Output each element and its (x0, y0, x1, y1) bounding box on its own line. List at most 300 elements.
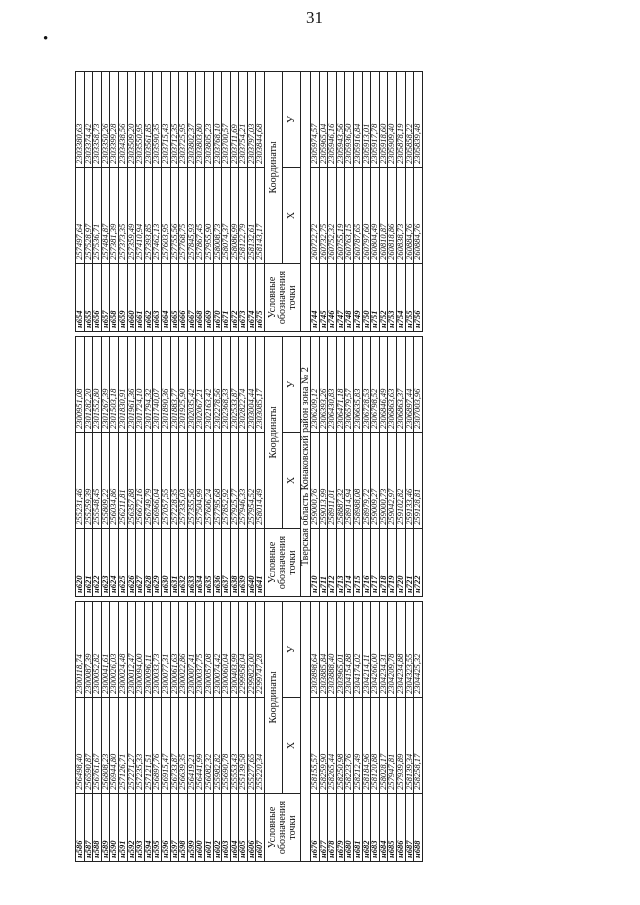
coord-x: 257462,13 (153, 167, 162, 263)
coord-y: 2301961,36 (127, 337, 136, 433)
coordinates-table-1 (75, 601, 423, 862)
coord-x: 257484,87 (101, 167, 110, 263)
table-row (196, 337, 205, 597)
table-row (101, 337, 110, 597)
table-row (345, 337, 354, 597)
coord-y: 2302035,42 (187, 337, 196, 433)
coord-x: 256419,21 (187, 697, 196, 793)
coord-y: 2306430,83 (328, 337, 337, 433)
table-row (76, 72, 85, 332)
point-id: н749 (354, 263, 363, 331)
table-row (256, 72, 265, 332)
coord-x: 255259,39 (84, 432, 93, 528)
point-id: н604 (230, 793, 239, 861)
header-point-name: Условные обозначения точки (265, 793, 301, 861)
coord-x: 259009,27 (371, 432, 380, 528)
table-row (84, 337, 93, 597)
coord-y: 2301503,18 (110, 337, 119, 433)
coord-x: 260787,65 (354, 167, 363, 263)
header-point-name: Условные обозначения точки (265, 263, 301, 331)
coord-x: 259000,73 (379, 432, 388, 528)
coord-y: 2300033,73 (153, 602, 162, 698)
point-id: н672 (230, 263, 239, 331)
table-header-row (265, 337, 283, 597)
table-row (362, 602, 371, 862)
table-row (136, 602, 145, 862)
coord-y: 2300061,63 (170, 602, 179, 698)
coord-y: 2300403,99 (230, 602, 239, 698)
table-row (230, 337, 239, 597)
point-id: н753 (388, 263, 397, 331)
table-row (84, 602, 93, 862)
point-id: н626 (127, 528, 136, 596)
coord-y: 2304425,32 (414, 602, 423, 698)
table-row (153, 72, 162, 332)
table-row (161, 602, 170, 862)
coord-x: 257335,03 (179, 432, 188, 528)
coord-x: 257852,92 (222, 432, 231, 528)
table-row (256, 602, 265, 862)
coord-y: 2301740,07 (153, 337, 162, 433)
table-row (328, 602, 337, 862)
coord-x: 257410,94 (136, 167, 145, 263)
table-row (76, 337, 85, 597)
coord-y: 2300057,08 (204, 602, 213, 698)
table-row (222, 602, 231, 862)
point-id: н632 (179, 528, 188, 596)
coord-x: 255690,78 (222, 697, 231, 793)
table-row (397, 602, 406, 862)
coord-x: 257603,95 (161, 167, 170, 263)
table-row (204, 602, 213, 862)
coord-y: 2302822,74 (239, 337, 248, 433)
coord-x: 255553,43 (230, 697, 239, 793)
table-row (354, 337, 363, 597)
coordinates-table-3 (75, 71, 423, 332)
zone-title-row (301, 602, 311, 862)
point-id: н598 (179, 793, 188, 861)
zone-blank (301, 72, 311, 332)
coord-y: 2301552,80 (93, 337, 102, 433)
point-id: н662 (144, 263, 153, 331)
table-row (153, 602, 162, 862)
coord-y: 2305909,40 (388, 72, 397, 168)
zone-blank (301, 602, 311, 862)
coord-y: 2300094,00 (136, 602, 145, 698)
coord-x: 259000,76 (311, 432, 320, 528)
coord-y: 2305878,19 (397, 72, 406, 168)
table-row (179, 337, 188, 597)
coord-y: 2299823,00 (247, 602, 256, 698)
table-row (161, 72, 170, 332)
point-id: н629 (153, 528, 162, 596)
coord-x: 257755,56 (170, 167, 179, 263)
coord-x: 257126,71 (118, 697, 127, 793)
coord-x: 257939,89 (397, 697, 406, 793)
coord-x: 258132,61 (247, 167, 256, 263)
table-header-row (265, 72, 283, 332)
point-id: н639 (239, 528, 248, 596)
point-id: н630 (161, 528, 170, 596)
coord-y: 2300012,47 (127, 602, 136, 698)
point-id: н658 (110, 263, 119, 331)
table-row (319, 602, 328, 862)
point-id: н668 (196, 263, 205, 331)
coord-x: 257497,64 (76, 167, 85, 263)
point-id: н602 (213, 793, 222, 861)
coord-x: 256761,67 (93, 697, 102, 793)
point-id: н601 (204, 793, 213, 861)
table-row (345, 602, 354, 862)
header-x: X (283, 697, 301, 793)
coord-y: 2300037,75 (196, 602, 205, 698)
coord-y: 2305917,78 (371, 72, 380, 168)
point-id: н686 (397, 793, 406, 861)
point-id: н676 (311, 793, 320, 861)
table-row (196, 72, 205, 332)
coord-x: 260818,86 (388, 167, 397, 263)
coord-y: 2305974,57 (311, 72, 320, 168)
coord-x: 256211,81 (118, 432, 127, 528)
table-row (311, 602, 320, 862)
coord-y: 2300024,48 (118, 602, 127, 698)
point-id: н638 (230, 528, 239, 596)
margin-mark: • (43, 31, 49, 47)
point-id: н713 (336, 528, 345, 596)
coord-y: 2303374,42 (84, 72, 93, 168)
coord-x: 260838,73 (397, 167, 406, 263)
table-row (388, 72, 397, 332)
coord-x: 257867,45 (196, 167, 205, 263)
coord-x: 257393,85 (144, 167, 153, 263)
coord-y: 2303768,10 (213, 72, 222, 168)
point-id: н625 (118, 528, 127, 596)
table-row (144, 602, 153, 862)
coord-y: 2300951,08 (76, 337, 85, 433)
point-id: н659 (118, 263, 127, 331)
coord-x: 260722,72 (311, 167, 320, 263)
coord-x: 255982,82 (213, 697, 222, 793)
coord-y: 2300026,03 (110, 602, 119, 698)
coord-x: 258184,96 (362, 697, 371, 793)
table-row (118, 602, 127, 862)
point-id: н591 (118, 793, 127, 861)
table-row (397, 337, 406, 597)
point-id: н671 (222, 263, 231, 331)
coord-y: 2302278,56 (213, 337, 222, 433)
coord-x: 257947,81 (388, 697, 397, 793)
coord-y: 2304234,88 (397, 602, 406, 698)
coord-y: 2303711,69 (230, 72, 239, 168)
table-row (414, 72, 423, 332)
coord-x: 258074,37 (222, 167, 231, 263)
point-id: н635 (204, 528, 213, 596)
coord-x: 257954,52 (247, 432, 256, 528)
coord-x: 259042,97 (388, 432, 397, 528)
coord-x: 258259,90 (319, 697, 328, 793)
table-row (328, 72, 337, 332)
point-id: н661 (136, 263, 145, 331)
coord-y: 2306635,83 (354, 337, 363, 433)
table-row (179, 72, 188, 332)
zone-title: Тверская область Конаковский район зона № 2 (301, 337, 311, 597)
table-row (379, 337, 388, 597)
coord-x: 258143,17 (256, 167, 265, 263)
coord-y: 2304266,00 (371, 602, 380, 698)
point-id: н752 (379, 263, 388, 331)
coord-y: 2303380,63 (76, 72, 85, 168)
point-id: н664 (161, 263, 170, 331)
point-id: н680 (345, 793, 354, 861)
table-row (362, 337, 371, 597)
point-id: н587 (84, 793, 93, 861)
table-row (170, 602, 179, 862)
point-id: н721 (405, 528, 414, 596)
table-row (187, 72, 196, 332)
point-id: н688 (414, 793, 423, 861)
coord-y: 2303888,40 (328, 602, 337, 698)
point-id: н589 (101, 793, 110, 861)
coord-y: 2300022,86 (179, 602, 188, 698)
point-id: н718 (379, 528, 388, 596)
point-id: н634 (196, 528, 205, 596)
coord-y: 2301724,10 (136, 337, 145, 433)
header-coordinates: Координаты (265, 602, 283, 794)
point-id: н627 (136, 528, 145, 596)
point-id: н623 (101, 528, 110, 596)
point-id: н640 (247, 528, 256, 596)
table-row (311, 337, 320, 597)
coord-y: 2300052,82 (93, 602, 102, 698)
table-row (101, 602, 110, 862)
coord-y: 2299958,04 (239, 602, 248, 698)
coord-y: 2300041,61 (101, 602, 110, 698)
coord-y: 2300060,04 (222, 602, 231, 698)
point-id: н631 (170, 528, 179, 596)
coord-x: 257925,77 (230, 432, 239, 528)
table-row (93, 337, 102, 597)
table-row (187, 337, 196, 597)
coord-x: 258120,88 (371, 697, 380, 793)
coord-x: 258250,98 (336, 697, 345, 793)
coord-y: 2300077,31 (161, 602, 170, 698)
coord-y: 2302368,33 (222, 337, 231, 433)
point-id: н687 (405, 793, 414, 861)
coord-y: 2306798,52 (371, 337, 380, 433)
coord-x: 260804,49 (371, 167, 380, 263)
coord-y: 2304323,55 (405, 602, 414, 698)
coord-y: 2303802,37 (187, 72, 196, 168)
coord-y: 2301794,32 (144, 337, 153, 433)
table-row (230, 602, 239, 862)
coord-y: 2305946,16 (328, 72, 337, 168)
coord-y: 2303844,68 (256, 72, 265, 168)
coord-y: 2303898,64 (311, 602, 320, 698)
point-id: н667 (187, 263, 196, 331)
point-id: н621 (84, 528, 93, 596)
coord-y: 2303805,23 (204, 72, 213, 168)
table-row (118, 337, 127, 597)
point-id: н679 (336, 793, 345, 861)
coord-x: 259128,81 (414, 432, 423, 528)
table-row (405, 602, 414, 862)
point-id: н637 (222, 528, 231, 596)
coord-x: 258212,49 (354, 697, 363, 793)
coord-x: 257359,49 (127, 167, 136, 263)
table-row (222, 337, 231, 597)
table-row (371, 337, 380, 597)
coord-y: 2303438,56 (118, 72, 127, 168)
coord-y: 2300118,74 (76, 602, 85, 698)
table-row (93, 602, 102, 862)
table-row (345, 72, 354, 332)
coord-x: 257057,55 (161, 432, 170, 528)
coord-y: 2306728,53 (362, 337, 371, 433)
coord-y: 2303885,84 (319, 602, 328, 698)
point-id: н710 (311, 528, 320, 596)
point-id: н673 (239, 263, 248, 331)
table-row (187, 602, 196, 862)
coord-y: 2306863,37 (397, 337, 406, 433)
point-id: н756 (414, 263, 423, 331)
coord-x: 256897,76 (153, 697, 162, 793)
coord-x: 260884,76 (405, 167, 414, 263)
coord-y: 2301890,36 (161, 337, 170, 433)
coord-x: 256441,99 (196, 697, 205, 793)
point-id: н599 (187, 793, 196, 861)
coord-y: 2302163,42 (204, 337, 213, 433)
coord-y: 2299747,28 (256, 602, 265, 698)
point-id: н744 (311, 263, 320, 331)
table-row (414, 337, 423, 597)
point-id: н711 (319, 528, 328, 596)
coord-x: 258223,76 (345, 697, 354, 793)
coord-x: 256672,16 (136, 432, 145, 528)
point-id: н594 (144, 793, 153, 861)
coord-y: 2306393,26 (319, 337, 328, 433)
page-number: 31 (306, 8, 323, 27)
coord-x: 258914,94 (345, 432, 354, 528)
table-row (110, 337, 119, 597)
coord-y: 2303350,26 (101, 72, 110, 168)
coord-y: 2300074,42 (213, 602, 222, 698)
point-id: н678 (328, 793, 337, 861)
coord-y: 2304154,88 (345, 602, 354, 698)
coord-y: 2305918,60 (379, 72, 388, 168)
point-id: н675 (256, 263, 265, 331)
point-id: н746 (328, 263, 337, 331)
table-row (311, 72, 320, 332)
table-row (213, 72, 222, 332)
table-row (76, 602, 85, 862)
coord-x: 257606,24 (204, 432, 213, 528)
coord-y: 2305965,04 (319, 72, 328, 168)
table-row (414, 602, 423, 862)
coord-x: 257955,90 (204, 167, 213, 263)
point-id: н660 (127, 263, 136, 331)
header-x: X (283, 432, 301, 528)
point-id: н600 (196, 793, 205, 861)
coord-y: 2300087,39 (84, 602, 93, 698)
point-id: н620 (76, 528, 85, 596)
coord-y: 2303712,35 (170, 72, 179, 168)
coord-y: 2301830,91 (118, 337, 127, 433)
point-id: н682 (362, 793, 371, 861)
coord-x: 255139,58 (239, 697, 248, 793)
table-row (127, 602, 136, 862)
table-row (388, 337, 397, 597)
table-row (319, 337, 328, 597)
coord-x: 258086,99 (230, 167, 239, 263)
coord-x: 260732,75 (319, 167, 328, 263)
coord-y: 2303085,17 (256, 337, 265, 433)
coord-x: 258028,17 (379, 697, 388, 793)
table-row (388, 602, 397, 862)
point-id: н666 (179, 263, 188, 331)
coord-y: 2303803,80 (196, 72, 205, 168)
table-row (127, 337, 136, 597)
table-row (247, 602, 256, 862)
coord-y: 2305943,56 (336, 72, 345, 168)
table-row (354, 72, 363, 332)
coord-y: 2307003,96 (414, 337, 423, 433)
table-row (239, 72, 248, 332)
point-id: н681 (354, 793, 363, 861)
coord-y: 2306863,63 (388, 337, 397, 433)
table-row (110, 72, 119, 332)
point-id: н748 (345, 263, 354, 331)
coord-x: 255548,45 (93, 432, 102, 528)
point-id: н717 (371, 528, 380, 596)
point-id: н665 (170, 263, 179, 331)
coord-x: 260884,76 (414, 167, 423, 263)
table-row (213, 602, 222, 862)
point-id: н636 (213, 528, 222, 596)
point-id: н674 (247, 263, 256, 331)
coord-x: 257271,27 (127, 697, 136, 793)
point-id: н588 (93, 793, 102, 861)
coord-y: 2304214,11 (362, 602, 371, 698)
coord-x: 257121,51 (144, 697, 153, 793)
coord-x: 258008,73 (213, 167, 222, 263)
coord-x: 256915,47 (161, 697, 170, 793)
point-id: н750 (362, 263, 371, 331)
coord-x: 256498,40 (76, 697, 85, 793)
table-row (328, 337, 337, 597)
coord-y: 2303509,20 (127, 72, 136, 168)
coord-x: 255277,65 (247, 697, 256, 793)
point-id: н715 (354, 528, 363, 596)
table-row (239, 602, 248, 862)
point-id: н597 (170, 793, 179, 861)
coord-x: 260797,60 (362, 167, 371, 263)
coord-y: 2301883,77 (170, 337, 179, 433)
table-row (204, 337, 213, 597)
zone-title-row (301, 72, 311, 332)
coord-y: 2300096,11 (144, 602, 153, 698)
point-id: н605 (239, 793, 248, 861)
header-point-name: Условные обозначения точки (265, 528, 301, 596)
point-id: н755 (405, 263, 414, 331)
coord-y: 2305858,22 (405, 72, 414, 168)
table-row (144, 72, 153, 332)
coord-x: 260810,87 (379, 167, 388, 263)
table-row (196, 602, 205, 862)
coord-y: 2305916,84 (354, 72, 363, 168)
coord-y: 2305936,50 (345, 72, 354, 168)
point-id: н685 (388, 793, 397, 861)
coord-y: 2304209,78 (388, 602, 397, 698)
